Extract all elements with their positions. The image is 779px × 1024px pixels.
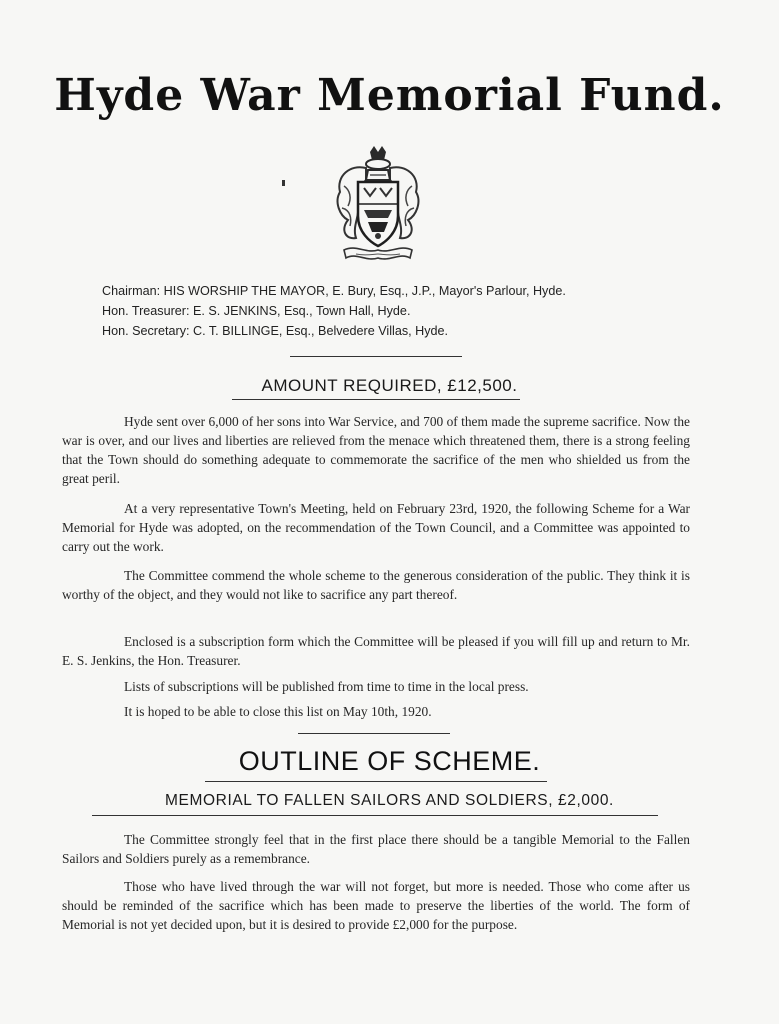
paragraph-subscription-form: Enclosed is a subscription form which the Committee will be pleased if you will fill up and return to Mr. E. S. Jenkins, the Hon. Treasurer.: [62, 634, 690, 668]
amount-heading: AMOUNT REQUIRED, £12,500.: [261, 376, 518, 395]
ink-speck: [282, 180, 285, 186]
officer-details: HIS WORSHIP THE MAYOR, E. Bury, Esq., J.P., Mayor's Parlour, Hyde.: [163, 284, 566, 298]
heading-underline: [205, 781, 547, 782]
memorial-heading: MEMORIAL TO FALLEN SAILORS AND SOLDIERS, £2,000.: [165, 792, 614, 809]
officer-role: Hon. Secretary:: [102, 324, 190, 338]
officer-role: Chairman:: [102, 284, 161, 298]
divider: [298, 733, 450, 734]
divider: [290, 356, 462, 357]
coat-of-arms-icon: [330, 146, 426, 264]
paragraph-remembrance: Those who have lived through the war will not forget, but more is needed. Those who come after us should be reminded of the sacrifice which has been made to preserve the liberties of the world. The form of Memorial is not yet decided upon, but it is desired to provide £2,000 for the purpose.: [62, 879, 690, 932]
heading-underline: [92, 815, 658, 816]
heading-underline: [232, 399, 520, 400]
officer-secretary: [102, 321, 566, 341]
outline-heading: OUTLINE OF SCHEME.: [238, 746, 541, 776]
paragraph-subscription-lists: Lists of subscriptions will be published from time to time in the local press.: [124, 679, 529, 694]
officer-chairman: [102, 281, 566, 301]
officer-details: C. T. BILLINGE, Esq., Belvedere Villas, Hyde.: [193, 324, 449, 338]
document-title: Hyde War Memorial Fund.: [54, 70, 725, 121]
paragraph-service: Hyde sent over 6,000 of her sons into War Service, and 700 of them made the supreme sacrifice. Now the war is over, and our lives and liberties are relieved from the menace which threatened them, there is a strong feeling that the Town should do something adequate to commemorate the sacrifice of the men who shielded us from the great peril.: [62, 414, 690, 486]
paragraph-closing-date: It is hoped to be able to close this list on May 10th, 1920.: [124, 704, 432, 719]
paragraph-tangible-memorial: The Committee strongly feel that in the first place there should be a tangible Memorial to the Fallen Sailors and Soldiers purely as a remembrance.: [62, 832, 690, 866]
paragraph-meeting: At a very representative Town's Meeting, held on February 23rd, 1920, the following Scheme for a War Memorial for Hyde was adopted, on the recommendation of the Town Council, and a Committee was appointed to carry out the work.: [62, 501, 690, 554]
officer-details: E. S. JENKINS, Esq., Town Hall, Hyde.: [193, 304, 411, 318]
officer-role: Hon. Treasurer:: [102, 304, 190, 318]
paragraph-committee: The Committee commend the whole scheme to the generous consideration of the public. They think it is worthy of the object, and they would not like to sacrifice any part thereof.: [62, 568, 690, 602]
officers-list: [102, 281, 566, 341]
officer-treasurer: [102, 301, 566, 321]
